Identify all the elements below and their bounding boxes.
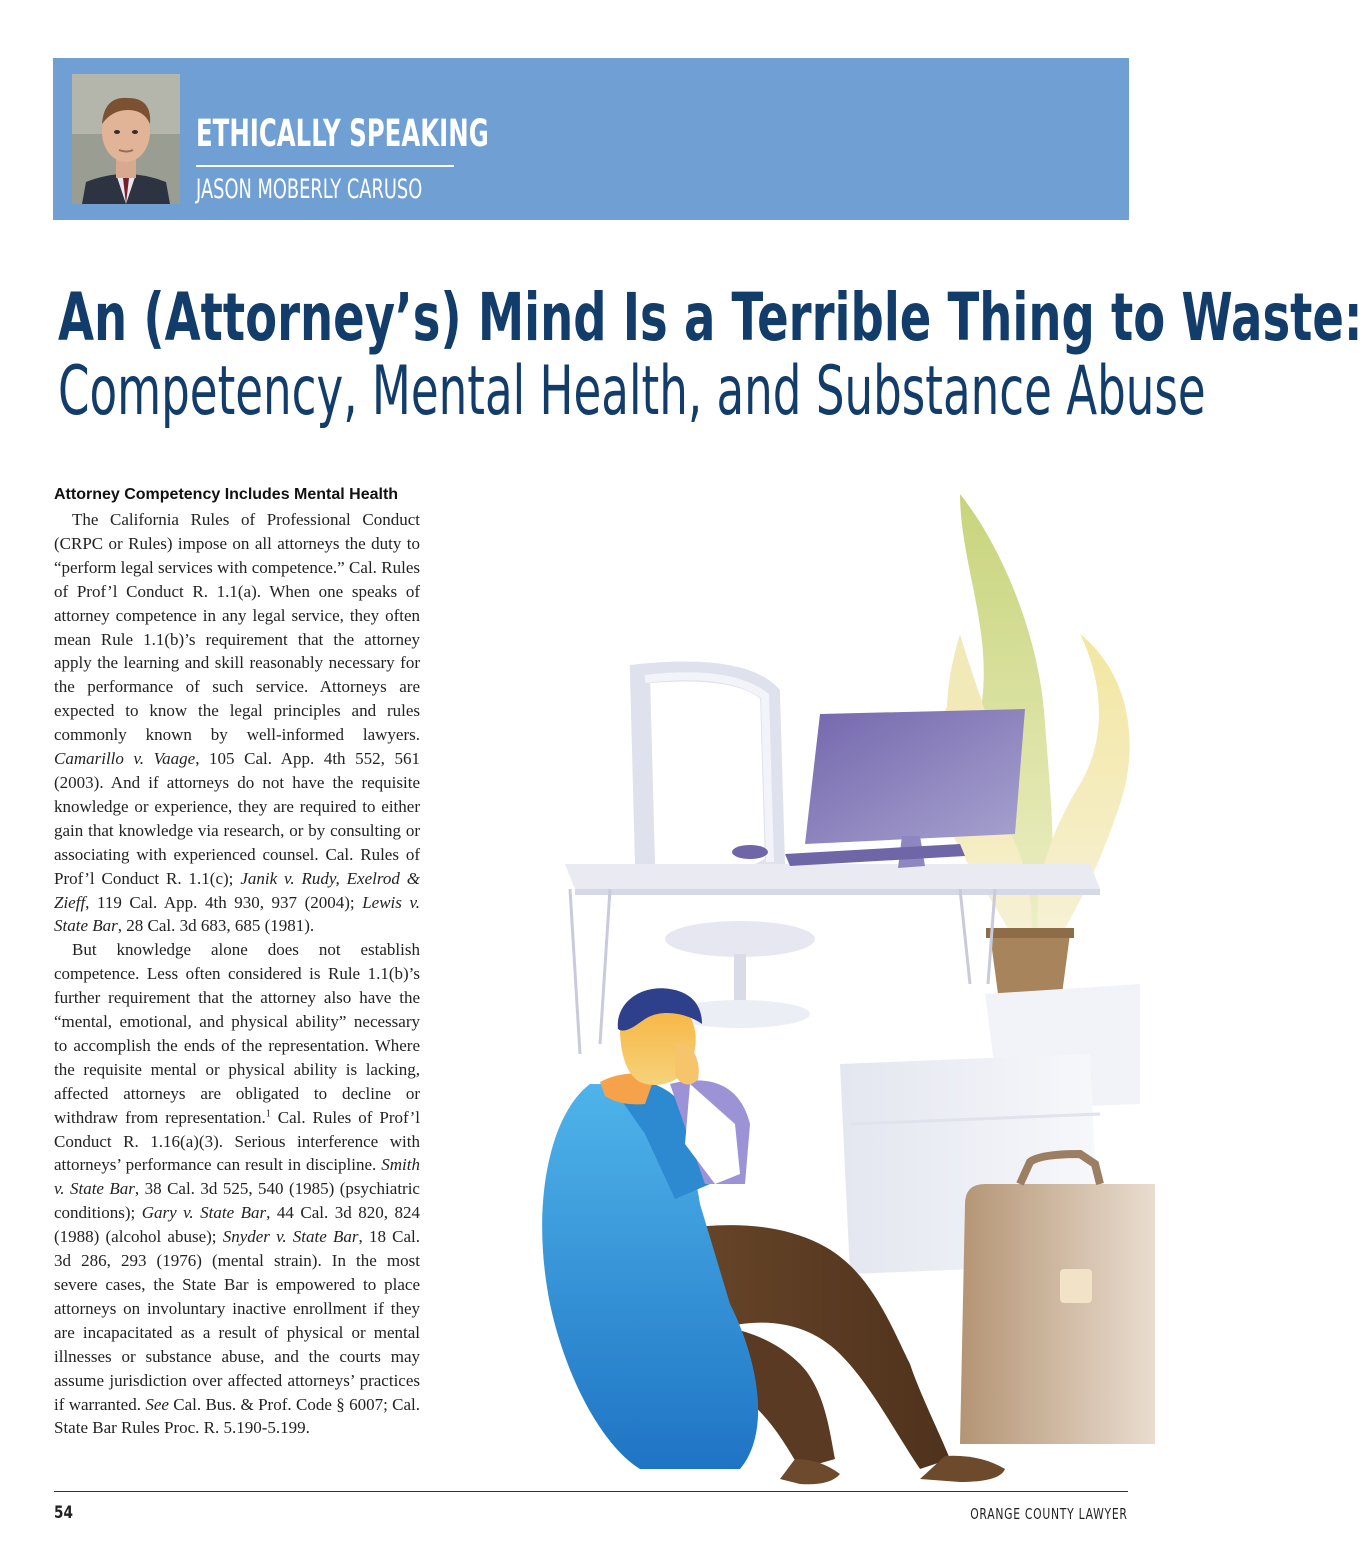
briefcase-clasp (1060, 1269, 1092, 1303)
shoe (780, 1459, 840, 1484)
computer-mouse (732, 845, 768, 859)
article-body (54, 484, 420, 1440)
headline-line-2: Competency, Mental Health, and Substance Abuse (58, 352, 1206, 431)
paragraph-2: But knowledge alone does not establish competence. Less often considered is Rule 1.1(b)’s further requirement that the attorney also have the “mental, emotional, and physical ability” necessary to accomplish the ends of the representation. Where the requisite mental or physical ability is lacking, affected attorneys are obligated to decline or withdraw from representation.$^1$ Cal. Rules of Prof’l Conduct R. 1.16(a)(3). Serious interference with attorneys’ performance can result in discipline. Smith v. State Bar, 38 Cal. 3d 525, 540 (1985) (psychiatric conditions); Gary v. State Bar, 44 Cal. 3d 820, 824 (1988) (alcohol abuse); Snyder v. State Bar, 18 Cal. 3d 286, 293 (1976) (mental strain). In the most severe cases, the State Bar is empowered to place attorneys on involuntary inactive enrollment if they are incapacitated as a result of physical or mental illnesses or substance abuse, and the courts may assume jurisdiction over affected attorneys’ practices if warranted. See Cal. Bus. & Prof. Code § 6007; Cal. State Bar Rules Proc. R. 5.190-5.199. (54, 940, 421, 1438)
plant-leaf (1037, 634, 1129, 954)
page-number: 54 (54, 1503, 73, 1523)
author-photo (72, 74, 180, 204)
keyboard (785, 844, 965, 866)
computer-monitor (805, 709, 1025, 844)
footnote-ref[interactable]: 1 (265, 1108, 271, 1119)
article-headline (58, 278, 1363, 432)
case-citation: Janik v. Rudy, Exelrod & Zieff (54, 868, 421, 912)
paragraph-1: The California Rules of Professional Conduct (CRPC or Rules) impose on all attorneys the duty to “perform legal services with competence.” Cal. Rules of Prof’l Conduct R. 1.1(a). When one speaks of attorney competence in any legal service, they often mean Rule 1.1(b)’s requirement that the attorney apply the learning and skill reasonably necessary for the performance of such service. Attorneys are expected to know the legal principles and rules commonly known by well-informed lawyers. Camarillo v. Vaage, 105 Cal. App. 4th 552, 561 (2003). And if attorneys do not have the requisite knowledge or experience, they are required to either gain that knowledge via research, or by consulting or associating with experienced counsel. Cal. Rules of Prof’l Conduct R. 1.1(c); Janik v. Rudy, Exelrod & Zieff, 119 Cal. App. 4th 930, 937 (2004); Lewis v. State Bar, 28 Cal. 3d 683, 685 (1981). (54, 510, 421, 936)
case-citation: Snyder v. State Bar (222, 1227, 359, 1247)
publication-name: ORANGE COUNTY LAWYER (970, 1505, 1128, 1523)
plant-pot (990, 934, 1070, 994)
case-citation: Smith v. State Bar (54, 1155, 420, 1199)
footer-rule (54, 1491, 1128, 1492)
author-name: JASON MOBERLY CARUSO (196, 174, 423, 205)
column-banner (53, 58, 1129, 220)
section-subhead: Attorney Competency Includes Mental Health (54, 486, 399, 503)
case-citation: Lewis v. State Bar (54, 892, 420, 936)
column-divider (196, 165, 454, 167)
see-signal: See (145, 1394, 169, 1414)
case-citation: Camarillo v. Vaage (54, 749, 196, 769)
case-citation: Gary v. State Bar (141, 1203, 267, 1223)
column-title: ETHICALLY SPEAKING (196, 112, 489, 155)
stressed-attorney-illustration (440, 484, 1140, 1494)
headline-line-1: An (Attorney’s) Mind Is a Terrible Thing to Waste: (58, 279, 1363, 356)
desk (565, 864, 1100, 889)
briefcase (960, 1184, 1155, 1444)
